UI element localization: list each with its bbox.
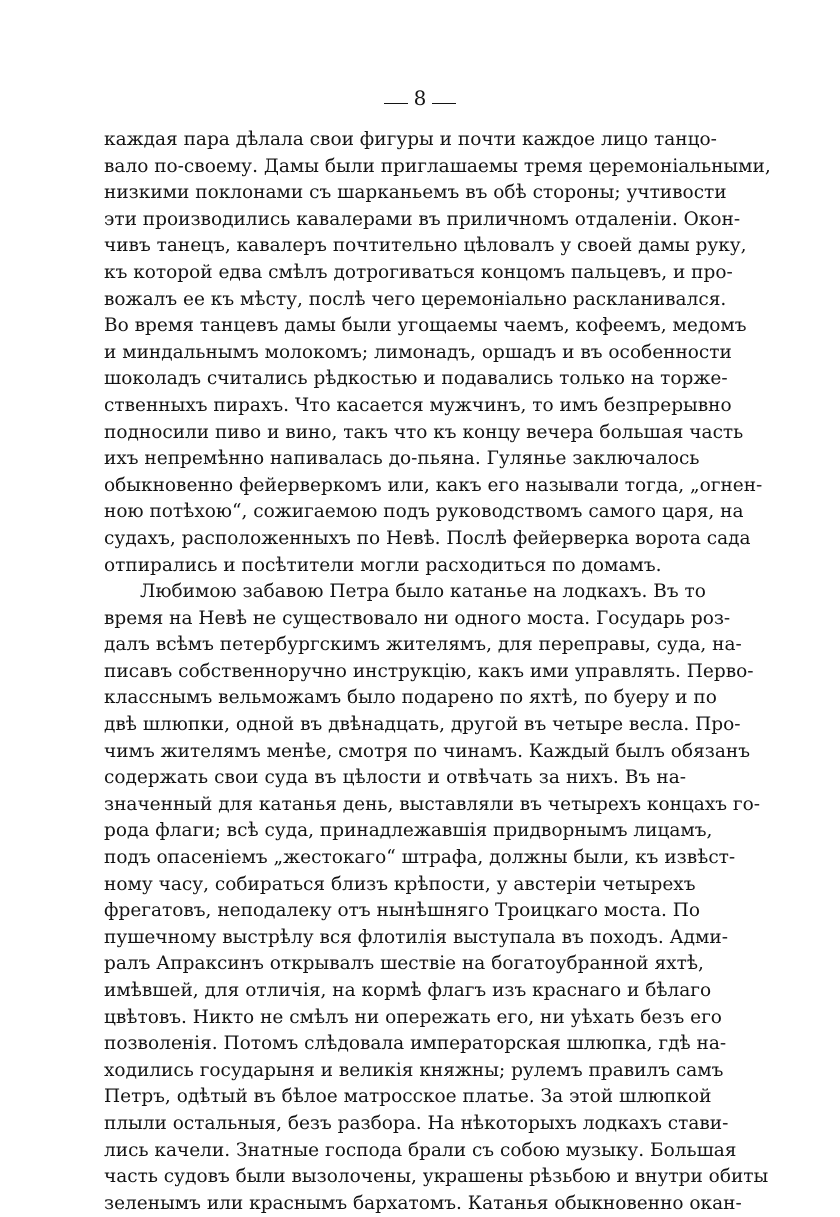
text-line: ихъ непремѣнно напивалась до-пьяна. Гулянье заключалось xyxy=(104,448,700,470)
text-line: значенный для катанья день, выставляли въ четырехъ концахъ го- xyxy=(104,793,761,815)
text-line: къ которой едва смѣлъ дотрогиваться концомъ пальцевъ, и про- xyxy=(104,261,733,283)
page-number-dash-right xyxy=(432,103,456,104)
text-line: позволенія. Потомъ слѣдовала императорская шлюпка, гдѣ на- xyxy=(104,1033,727,1055)
text-line: каждая пара дѣлала свои фигуры и почти каждое лицо танцо- xyxy=(104,129,717,150)
body-text xyxy=(104,127,771,1217)
text-line: фрегатовъ, неподалеку отъ нынѣшняго Троицкаго моста. По xyxy=(104,900,701,922)
text-line: и миндальнымъ молокомъ; лимонадъ, оршадъ и въ особенности xyxy=(104,341,732,363)
text-line: вожалъ ее къ мѣсту, послѣ чего церемоніально раскланивался. xyxy=(104,288,727,310)
text-line: лись качели. Знатные господа брали съ собою музыку. Большая xyxy=(104,1139,737,1161)
text-line: класснымъ вельможамъ было подарено по яхтѣ, по буеру и по xyxy=(104,687,717,709)
text-line: Во время танцевъ дамы были угощаемы чаемъ, кофеемъ, медомъ xyxy=(104,315,747,337)
text-line: имѣвшей, для отличія, на кормѣ флагъ изъ краснаго и бѣлаго xyxy=(104,980,712,1001)
text-line: двѣ шлюпки, одной въ двѣнадцать, другой въ четыре весла. Про- xyxy=(104,714,741,736)
text-line: эти производились кавалерами въ приличномъ отдаленіи. Окон- xyxy=(104,208,741,230)
text-line: подносили пиво и вино, такъ что къ концу вечера большая часть xyxy=(104,421,744,443)
text-line: шоколадъ считались рѣдкостью и подавались только на торже- xyxy=(104,368,728,390)
text-line: Петръ, одѣтый въ бѣлое матросское платье. За этой шлюпкой xyxy=(104,1086,712,1108)
text-line: подъ опасеніемъ „жестокаго“ штрафа, должны были, къ извѣст- xyxy=(104,847,736,869)
text-line: ною потѣхою“, сожигаемою подъ руководствомъ самого царя, на xyxy=(104,501,744,523)
text-line: ному часу, собираться близъ крѣпости, у австеріи четырехъ xyxy=(104,873,696,895)
paragraph-2 xyxy=(104,579,769,1217)
page-number-dash-left xyxy=(384,103,408,104)
text-line: далъ всѣмъ петербургскимъ жителямъ, для переправы, суда, на- xyxy=(104,634,742,656)
text-line: судахъ, расположенныхъ по Невѣ. Послѣ фейерверка ворота сада xyxy=(104,527,751,549)
text-line: писавъ собственноручно инструкцію, какъ ими управлять. Перво- xyxy=(104,660,754,682)
text-line: ходились государыня и великія княжны; рулемъ правилъ самъ xyxy=(104,1059,724,1081)
text-line: Любимою забавою Петра было катанье на лодкахъ. Въ то xyxy=(140,581,706,603)
text-line: зеленымъ или краснымъ бархатомъ. Катанья обыкновенно окан- xyxy=(104,1192,742,1214)
text-line: часть судовъ были вызолочены, украшены рѣзьбою и внутри обиты xyxy=(104,1166,769,1188)
text-line: ралъ Апраксинъ открывалъ шествіе на богатоубранной яхтѣ, xyxy=(104,953,704,975)
text-line: плыли остальныя, безъ разбора. На нѣкоторыхъ лодкахъ стави- xyxy=(104,1112,729,1134)
text-line: низкими поклонами съ шарканьемъ въ обѣ стороны; учтивости xyxy=(104,182,727,204)
text-line: ственныхъ пирахъ. Что касается мужчинъ, то имъ безпрерывно xyxy=(104,394,732,416)
text-line: содержать свои суда въ цѣлости и отвѣчать за нихъ. Въ на- xyxy=(104,767,686,789)
text-line: вало по-своему. Дамы были приглашаемы тремя церемоніальными, xyxy=(104,155,771,177)
page-number xyxy=(0,86,840,110)
text-line: цвѣтовъ. Никто не смѣлъ ни опережать его, ни уѣхать безъ его xyxy=(104,1006,722,1028)
paragraph-1 xyxy=(104,127,771,579)
page-number-value: 8 xyxy=(413,86,427,110)
text-line: пушечному выстрѣлу вся флотилія выступала въ походъ. Адми- xyxy=(104,926,728,948)
text-line: время на Невѣ не существовало ни одного моста. Государь роз- xyxy=(104,607,731,629)
text-line: чивъ танецъ, кавалеръ почтительно цѣловалъ у своей дамы руку, xyxy=(104,235,747,257)
text-line: отпирались и посѣтители могли расходиться по домамъ. xyxy=(104,554,662,576)
text-line: рода флаги; всѣ суда, принадлежавшія придворнымъ лицамъ, xyxy=(104,820,713,842)
text-line: обыкновенно фейерверкомъ или, какъ его называли тогда, „огнен- xyxy=(104,474,763,496)
text-line: чимъ жителямъ менѣе, смотря по чинамъ. Каждый былъ обязанъ xyxy=(104,740,750,762)
